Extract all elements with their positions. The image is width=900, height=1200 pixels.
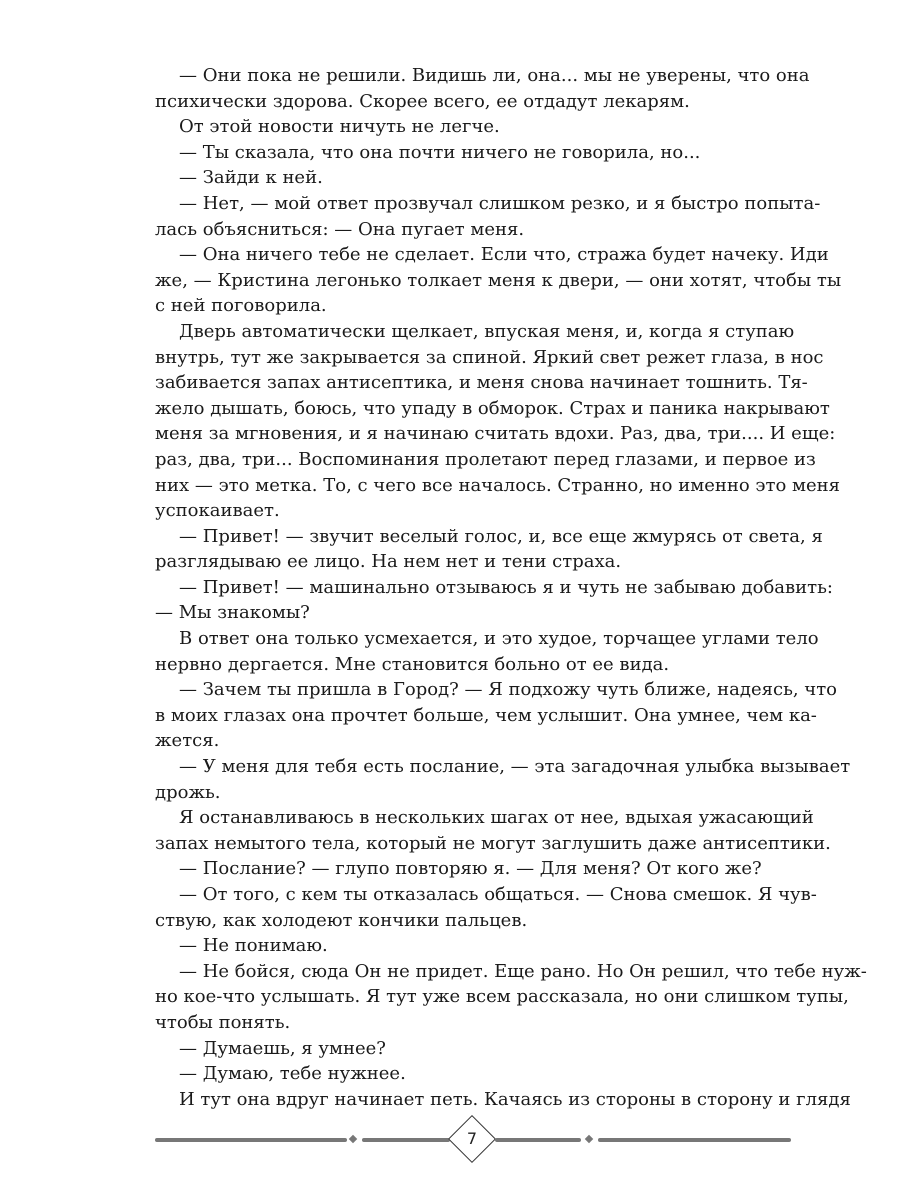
- text-line: нервно дергается. Мне становится больно от ее вида.: [155, 653, 670, 675]
- page-footer: [155, 1115, 791, 1165]
- text-line: — Зачем ты пришла в Город? — Я подхожу чуть ближе, надеясь, что: [179, 679, 838, 701]
- text-line: — Они пока не решили. Видишь ли, она... мы не уверены, что она: [179, 65, 810, 86]
- text-line: дрожь.: [155, 781, 221, 803]
- page-text: [155, 63, 867, 1112]
- footer-diamond-right: [585, 1135, 593, 1143]
- text-line: — Она ничего тебе не сделает. Если что, стража будет начеку. Иди: [179, 244, 829, 266]
- text-line: психически здорова. Скорее всего, ее отдадут лекарям.: [155, 90, 690, 112]
- text-line: лась объясниться: — Она пугает меня.: [155, 218, 525, 240]
- footer-rule-right-inner: [495, 1138, 581, 1142]
- text-line: — Мы знакомы?: [155, 602, 310, 624]
- text-line: забивается запах антисептика, и меня снова начинает тошнить. Тя-: [155, 372, 808, 394]
- text-line: чтобы понять.: [155, 1011, 291, 1033]
- text-line: — У меня для тебя есть послание, — эта загадочная улыбка вызывает: [179, 756, 851, 778]
- text-line: меня за мгновения, и я начинаю считать вдохи. Раз, два, три.... И еще:: [155, 423, 836, 445]
- text-line: — Зайди к ней.: [179, 167, 323, 189]
- text-line: В ответ она только усмехается, и это худое, торчащее углами тело: [179, 628, 819, 650]
- text-line: внутрь, тут же закрывается за спиной. Яркий свет режет глаза, в нос: [155, 346, 824, 368]
- text-line: — Не понимаю.: [179, 935, 328, 957]
- footer-rule-left-inner: [362, 1138, 450, 1142]
- text-line: — Думаю, тебе нужнее.: [179, 1063, 406, 1085]
- text-line: Я останавливаюсь в нескольких шагах от нее, вдыхая ужасающий: [179, 807, 814, 829]
- text-line: успокаивает.: [155, 500, 280, 522]
- text-line: жется.: [155, 730, 220, 752]
- text-line: От этой новости ничуть не легче.: [179, 116, 500, 138]
- footer-rule-left-outer: [155, 1138, 347, 1142]
- footer-rule-right-outer: [598, 1138, 791, 1142]
- text-line: но кое-что услышать. Я тут уже всем рассказала, но они слишком тупы,: [155, 986, 849, 1008]
- text-line: жело дышать, боюсь, что упаду в обморок. Страх и паника накрывают: [155, 397, 830, 419]
- text-line: ствую, как холодеют кончики пальцев.: [155, 909, 528, 931]
- text-line: — Привет! — машинально отзываюсь я и чуть не забываю добавить:: [179, 576, 833, 598]
- text-line: запах немытого тела, который не могут заглушить даже антисептики.: [155, 832, 831, 854]
- page-number: 7: [466, 1129, 478, 1148]
- text-line: же, — Кристина легонько толкает меня к двери, — они хотят, чтобы ты: [155, 269, 842, 291]
- text-line: — Ты сказала, что она почти ничего не говорила, но...: [179, 141, 701, 163]
- text-line: раз, два, три... Воспоминания пролетают перед глазами, и первое из: [155, 448, 816, 470]
- text-line: с ней поговорила.: [155, 295, 327, 317]
- text-line: — Не бойся, сюда Он не придет. Еще рано. Но Он решил, что тебе нуж-: [179, 960, 867, 982]
- footer-diamond-left: [349, 1135, 357, 1143]
- text-line: в моих глазах она прочтет больше, чем услышит. Она умнее, чем ка-: [155, 704, 817, 726]
- text-line: — Привет! — звучит веселый голос, и, все еще жмурясь от света, я: [179, 525, 823, 547]
- text-line: — От того, с кем ты отказалась общаться. — Снова смешок. Я чув-: [179, 884, 817, 905]
- text-line: Дверь автоматически щелкает, впуская меня, и, когда я ступаю: [179, 320, 795, 342]
- text-line: них — это метка. То, с чего все началось. Странно, но именно это меня: [155, 474, 841, 496]
- text-line: — Нет, — мой ответ прозвучал слишком резко, и я быстро попыта-: [179, 192, 821, 214]
- text-line: — Думаешь, я умнее?: [179, 1037, 386, 1059]
- text-line: — Послание? — глупо повторяю я. — Для меня? От кого же?: [179, 858, 762, 880]
- text-line: разглядываю ее лицо. На нем нет и тени страха.: [155, 551, 622, 573]
- text-line: И тут она вдруг начинает петь. Качаясь из стороны в сторону и глядя: [179, 1088, 851, 1110]
